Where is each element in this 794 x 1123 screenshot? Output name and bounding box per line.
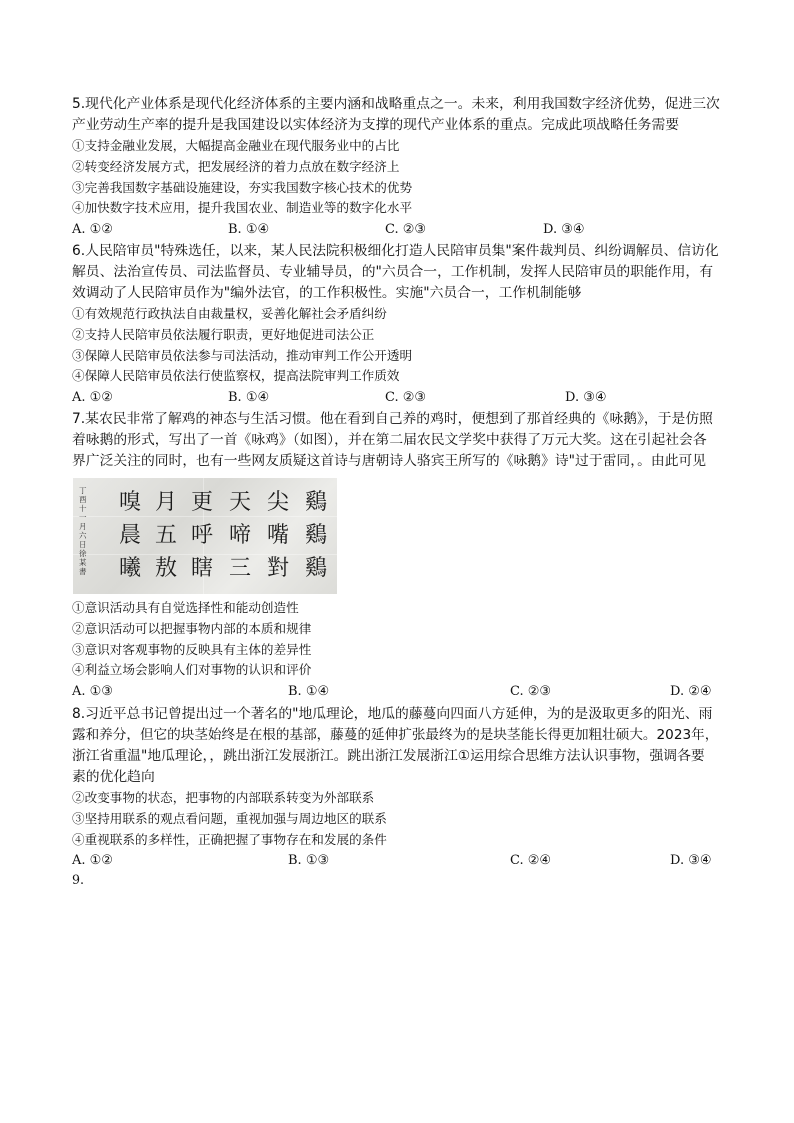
question-5-statement: ④加快数字技术应用，提升我国农业、制造业等的数字化水平 (72, 200, 413, 216)
poem-character: 嘴 (266, 523, 289, 548)
option-a[interactable]: A. ①② (72, 853, 113, 869)
question-5-statement: ③完善我国数字基础设施建设，夯实我国数字核心技术的优势 (72, 179, 413, 195)
question-6-stem-line: 6.人民陪审员"特殊选任，以来，某人民法院积极细化打造人民陪审员集"案件裁判员、纠纷调解员、信访化 (72, 243, 719, 259)
option-a[interactable]: A. ①② (72, 390, 113, 406)
option-d[interactable]: D. ③④ (543, 222, 585, 238)
signature-character: 書 (79, 567, 87, 576)
option-c[interactable]: C. ②④ (510, 853, 552, 869)
question-7-statement: ③意识对客观事物的反映具有主体的差异性 (72, 641, 312, 657)
poem-column (227, 486, 253, 585)
question-7-statement: ②意识活动可以把握事物内部的本质和规律 (72, 620, 312, 636)
poem-character: 鷄 (304, 523, 327, 548)
poem-character: 曦 (118, 556, 141, 581)
poem-character: 月 (154, 490, 177, 515)
question-8-statement: ④重视联系的多样性，正确把握了事物存在和发展的条件 (72, 831, 387, 847)
poem-character: 敖 (154, 556, 177, 581)
option-a[interactable]: A. ①③ (72, 684, 113, 700)
option-c[interactable]: C. ②③ (510, 684, 552, 700)
signature-character: 日 (79, 540, 87, 549)
poem-column (117, 486, 143, 585)
question-7-stem-line: 界广泛关注的同时，也有一些网友质疑这首诗与唐朝诗人骆宾王所写的《咏鹅》诗"过于雷同，。由此可见 (72, 453, 707, 469)
signature-character: 月 (79, 522, 87, 531)
poem-character: 更 (190, 490, 213, 515)
poem-signature (79, 486, 113, 576)
poem-character: 尖 (266, 490, 289, 515)
question-5-statement: ②转变经济发展方式，把发展经济的着力点放在数字经济上 (72, 158, 400, 174)
question-8-stem-line: 8.习近平总书记曾提出过一个著名的"地瓜理论，地瓜的藤蔓向四面八方延伸，为的是汲取更多的阳光、雨 (72, 706, 713, 722)
question-6-statement: ②支持人民陪审员依法履行职责，更好地促进司法公正 (72, 326, 375, 342)
poem-character: 五 (154, 523, 177, 548)
question-5-stem-line: 5.现代化产业体系是现代化经济体系的主要内涵和战略重点之一。未来，利用我国数字经济优势，促进三次 (72, 96, 720, 112)
signature-character: 某 (79, 558, 87, 567)
question-8 (72, 704, 724, 871)
question-8-statement: ②改变事物的状态，把事物的内部联系转变为外部联系 (72, 790, 375, 805)
poem-column (303, 486, 329, 585)
poem-character: 鷄 (304, 556, 327, 581)
question-6 (72, 241, 724, 408)
question-6-stem-line: 效调动了人民陪审员作为"编外法官，的工作积极性。实施"六员合一，工作机制能够 (72, 285, 582, 301)
option-d[interactable]: D. ③④ (670, 853, 712, 869)
question-6-statement: ③保障人民陪审员依法参与司法活动，推动审判工作公开透明 (72, 347, 413, 363)
question-8-stem-line: 浙江省重温"地瓜理论，，跳出浙江发展浙江。跳出浙江发展浙江①运用综合思维方法认识事物，强调各要 (72, 748, 705, 764)
question-5-statement: ①支持金融业发展，大幅提高金融业在现代服务业中的占比 (72, 138, 400, 153)
question-7-statement: ④利益立场会影响人们对事物的认识和评价 (72, 662, 312, 678)
poem-column (189, 486, 215, 585)
poem-character: 呼 (190, 523, 213, 548)
question-5 (72, 94, 724, 240)
poem-character: 對 (266, 556, 289, 581)
poem-character: 鷄 (304, 490, 327, 515)
option-b[interactable]: B. ①④ (288, 684, 330, 700)
poem-character: 晨 (118, 523, 141, 548)
option-c[interactable]: C. ②③ (385, 390, 427, 406)
poem-column (153, 486, 179, 585)
option-b[interactable]: B. ①③ (288, 853, 330, 869)
question-5-options (72, 219, 724, 240)
question-8-stem-line: 素的优化趋向 (72, 769, 155, 785)
question-7-stem-line: 着咏鹅的形式，写出了一首《咏鸡》（如图），并在第二届农民文学奖中获得了万元大奖。这在引起社会各 (72, 432, 707, 448)
option-d[interactable]: D. ②④ (670, 684, 712, 700)
question-8-options (72, 850, 724, 871)
signature-character: 丁 (79, 486, 87, 495)
poem-column (265, 486, 291, 585)
poem-character: 天 (228, 490, 251, 515)
question-6-stem-line: 解员、法治宣传员、司法监督员、专业辅导员，的"六员合一，工作机制，发挥人民陪审员的职能作用，有 (72, 264, 713, 280)
signature-character: 徐 (79, 549, 87, 558)
question-8-statement: ③坚持用联系的观点看问题，重视加强与周边地区的联系 (72, 810, 387, 826)
question-6-statement: ①有效规范行政执法自由裁量权，妥善化解社会矛盾纠纷 (72, 306, 387, 321)
question-6-options (72, 387, 724, 408)
question-8-stem-line: 露和养分，但它的块茎始终是在根的基部，藤蔓的延伸扩张最终为的是块茎能长得更加粗壮硕大。2023年， (72, 727, 719, 743)
question-7-options (72, 681, 724, 702)
signature-character: 六 (79, 531, 87, 540)
question-5-stem-line: 产业劳动生产率的提升是我国建设以实体经济为支撑的现代产业体系的重点。完成此项战略任务需要 (72, 117, 680, 133)
option-b[interactable]: B. ①④ (228, 222, 270, 238)
signature-character: 酉 (79, 495, 87, 504)
question-7 (72, 409, 724, 472)
poem-character: 瞎 (190, 556, 213, 581)
question-7-stem-line: 7.某农民非常了解鸡的神态与生活习惯。他在看到自己养的鸡时，便想到了那首经典的《咏鹅》，于是仿照 (72, 411, 713, 427)
question-9 (72, 870, 724, 891)
question-7-choices (72, 598, 724, 702)
question-6-statement: ④保障人民陪审员依法行使监察权，提高法院审判工作质效 (72, 368, 400, 384)
poem-character: 啼 (228, 523, 251, 548)
question-7-statement: ①意识活动具有自觉选择性和能动创造性 (72, 600, 299, 615)
signature-character: 一 (79, 513, 87, 522)
option-b[interactable]: B. ①④ (228, 390, 270, 406)
question-9-number: 9. (72, 872, 85, 887)
poem-character: 三 (228, 556, 251, 581)
poem-calligraphy-image (73, 478, 337, 594)
option-c[interactable]: C. ②③ (385, 222, 427, 238)
option-a[interactable]: A. ①② (72, 222, 113, 238)
signature-character: 十 (79, 504, 87, 513)
poem-character: 嗅 (118, 490, 141, 515)
option-d[interactable]: D. ③④ (565, 390, 607, 406)
